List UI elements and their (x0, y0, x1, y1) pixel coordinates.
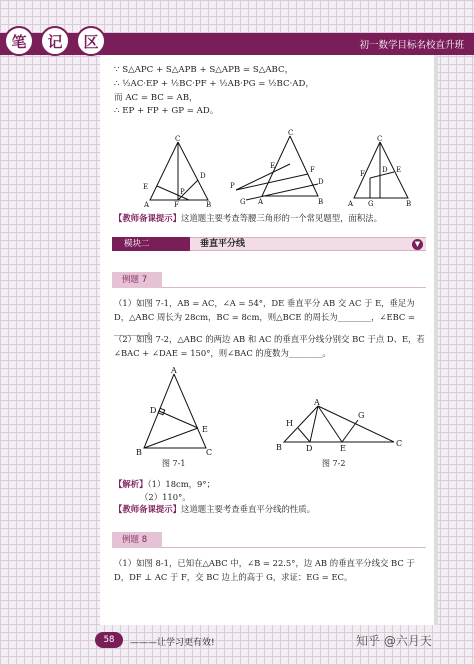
fig2-label: E (270, 162, 276, 170)
fig1-label: A (144, 201, 150, 208)
fig2-label: P (230, 182, 235, 190)
fig2-label: F (310, 166, 315, 174)
fig72-label: H (286, 419, 293, 428)
note-char-1: 笔 (4, 26, 34, 56)
fig71-label: D (150, 406, 157, 415)
footer-slogan: ———让学习更有效! (130, 638, 215, 648)
fig1-label: E (143, 183, 149, 191)
example7-tag: 例题 7 (112, 272, 162, 288)
fig3-label: D (382, 166, 388, 174)
triangle-figure-1 (140, 134, 220, 208)
teacher-tip-2-label: 【教师备课提示】 (114, 504, 181, 514)
figure-7-2 (276, 396, 406, 452)
figure-7-1-caption: 图 7-1 (162, 459, 186, 468)
teacher-tip-2-text: 这道题主要考查垂直平分线的性质。 (181, 504, 315, 514)
book-title: 初一数学目标名校直升班 (359, 40, 464, 51)
fig71-label: E (202, 425, 208, 434)
fig72-label: C (396, 439, 403, 448)
example8-q: （1）如图 8-1，已知在△ABC 中，∠B = 22.5°，边 AB 的垂直平分线交 BC 于 D，DF ⊥ AC 于 F，交 BC 边上的高于 G，求证：EG = EC。 (114, 558, 415, 582)
page-number: 58 (95, 632, 123, 648)
solution-label: 【解析】 (114, 479, 148, 489)
fig72-label: A (314, 398, 320, 407)
triangle-figure-2 (228, 128, 328, 206)
collapse-arrow-icon[interactable]: ▼ (412, 239, 423, 250)
fig72-label: G (358, 411, 365, 420)
fig71-label: C (206, 448, 213, 456)
note-char-2: 记 (40, 26, 70, 56)
fig72-label: E (340, 444, 346, 452)
fig1-label: B (206, 201, 212, 208)
solution-line-2: （2）110°。 (140, 491, 191, 502)
fig1-label: D (200, 172, 206, 180)
page-scrollbar[interactable] (434, 55, 438, 625)
example7-q1: （1）如图 7-1，AB = AC，∠A = 54°，DE 垂直平分 AB 交 AC 于 E，垂足为 D，△ABC 周长为 28cm，BC = 8cm，则△BCE 的周长为________，∠EBC = ________。 (114, 298, 416, 336)
example8-divider (162, 547, 426, 548)
fig2-label: C (288, 129, 294, 137)
example7-divider (162, 287, 426, 288)
module-tag: 模块二 (112, 237, 190, 251)
teacher-tip-text: 这道题主要考查等腰三角形的一个常见题型，面积法。 (181, 213, 382, 223)
figure-7-1 (130, 366, 220, 456)
fig72-label: D (306, 444, 313, 452)
fig1-label: P (180, 188, 185, 196)
fig2-label: G (240, 198, 246, 206)
fig1-label: F (174, 201, 179, 208)
fig3-label: B (406, 200, 412, 208)
fig2-label: B (318, 198, 324, 206)
example7-q2: （2）如图 7-2，△ABC 的两边 AB 和 AC 的垂直平分线分别交 BC 于点 D、E，若∠BAC + ∠DAE = 150°，则∠BAC 的度数为________。 (114, 334, 425, 358)
module-header[interactable] (112, 237, 426, 251)
example8-tag: 例题 8 (112, 532, 162, 548)
figure-7-2-caption: 图 7-2 (322, 459, 346, 468)
fig71-label: B (136, 448, 142, 456)
module-title: 垂直平分线 (200, 239, 246, 249)
fig2-label: D (318, 178, 324, 186)
note-area-badge (4, 26, 106, 56)
proof-line: ∴ ½AC·EP + ½BC·PF + ½AB·PG = ½BC·AD， (114, 78, 314, 89)
watermark: 知乎 @六月天 (356, 634, 432, 648)
fig1-label: C (175, 135, 181, 143)
proof-line: ∴ EP + FP + GP = AD。 (114, 106, 219, 117)
fig3-label: E (396, 166, 402, 174)
fig3-label: G (368, 200, 374, 208)
fig3-label: F (360, 170, 365, 178)
triangle-figure-3 (346, 134, 426, 208)
teacher-tip-1 (114, 212, 429, 224)
proof-line: 而 AC = BC = AB， (114, 92, 198, 103)
proof-line: ∵ S△APC + S△APB + S△APB = S△ABC， (114, 65, 294, 75)
fig71-label: A (171, 366, 177, 375)
solution-block (114, 478, 429, 516)
note-char-3: 区 (76, 26, 106, 56)
fig3-label: A (348, 200, 354, 208)
solution-line-1: （1）18cm，9°； (147, 479, 215, 489)
teacher-tip-label: 【教师备课提示】 (114, 213, 181, 223)
fig3-label: C (377, 135, 383, 143)
fig72-label: B (276, 443, 282, 452)
fig2-label: A (258, 198, 264, 206)
proof-block (114, 64, 414, 119)
